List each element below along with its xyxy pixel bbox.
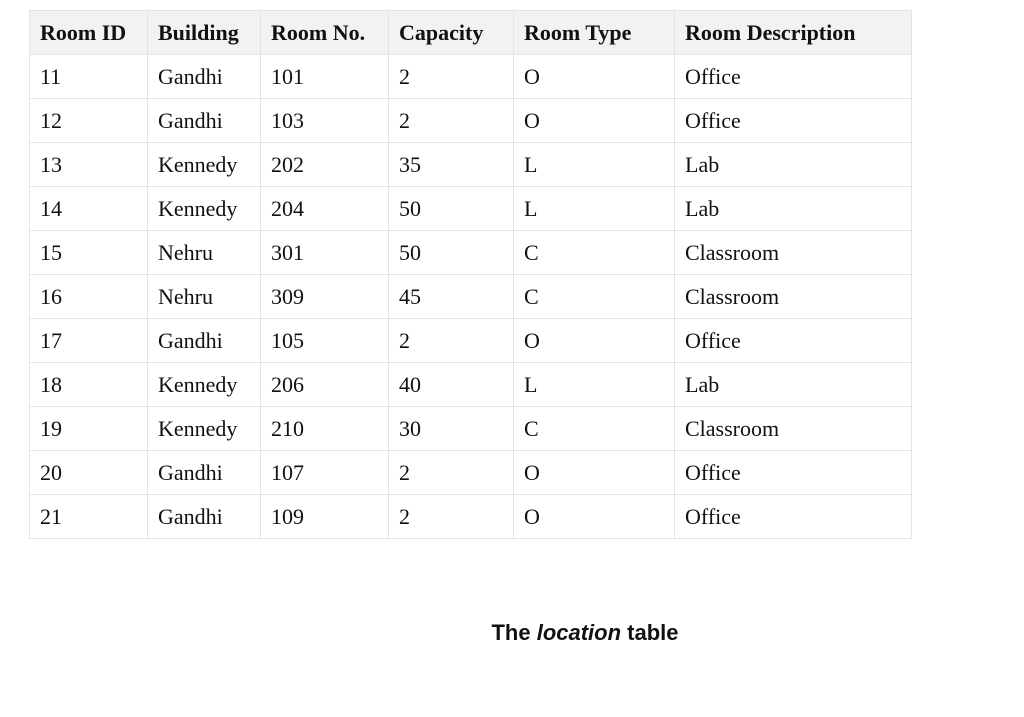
table-cell: Lab — [675, 363, 912, 407]
table-cell: L — [514, 363, 675, 407]
table-cell: 16 — [30, 275, 148, 319]
table-cell: 210 — [261, 407, 389, 451]
table-cell: C — [514, 231, 675, 275]
table-cell: 2 — [389, 495, 514, 539]
table-cell: Gandhi — [148, 319, 261, 363]
table-cell: Office — [675, 99, 912, 143]
table-cell: Kennedy — [148, 143, 261, 187]
table-cell: O — [514, 99, 675, 143]
table-row — [30, 143, 912, 187]
table-cell: 50 — [389, 231, 514, 275]
table-row — [30, 451, 912, 495]
header-row — [30, 11, 912, 55]
table-cell: Classroom — [675, 275, 912, 319]
table-cell: 12 — [30, 99, 148, 143]
caption-prefix: The — [491, 620, 537, 645]
table-row — [30, 363, 912, 407]
table-cell: 2 — [389, 319, 514, 363]
table-cell: 15 — [30, 231, 148, 275]
table-cell: 103 — [261, 99, 389, 143]
table-cell: 30 — [389, 407, 514, 451]
table-cell: 109 — [261, 495, 389, 539]
caption-emphasis: location — [536, 620, 622, 645]
table-row — [30, 99, 912, 143]
table-row — [30, 187, 912, 231]
table-cell: O — [514, 495, 675, 539]
table-cell: 204 — [261, 187, 389, 231]
table-cell: O — [514, 451, 675, 495]
table-cell: 301 — [261, 231, 389, 275]
table-row — [30, 55, 912, 99]
table-cell: 20 — [30, 451, 148, 495]
table-cell: 14 — [30, 187, 148, 231]
table-row — [30, 495, 912, 539]
table-cell: Classroom — [675, 231, 912, 275]
table-cell: 309 — [261, 275, 389, 319]
table-cell: 21 — [30, 495, 148, 539]
column-header: Room Description — [675, 11, 912, 55]
table-cell: 50 — [389, 187, 514, 231]
table-cell: Nehru — [148, 275, 261, 319]
table-cell: O — [514, 55, 675, 99]
table-cell: Gandhi — [148, 495, 261, 539]
table-cell: 2 — [389, 55, 514, 99]
table-cell: 101 — [261, 55, 389, 99]
column-header: Room Type — [514, 11, 675, 55]
table-cell: Nehru — [148, 231, 261, 275]
table-cell: Lab — [675, 143, 912, 187]
table-row — [30, 407, 912, 451]
table-cell: L — [514, 143, 675, 187]
table-header — [30, 11, 912, 55]
table-caption — [0, 620, 1024, 646]
caption-suffix: table — [621, 620, 679, 645]
table-cell: Office — [675, 319, 912, 363]
table-cell: C — [514, 275, 675, 319]
table-cell: Kennedy — [148, 363, 261, 407]
column-header: Building — [148, 11, 261, 55]
table-cell: L — [514, 187, 675, 231]
table-cell: 13 — [30, 143, 148, 187]
table-cell: C — [514, 407, 675, 451]
table-cell: O — [514, 319, 675, 363]
table-cell: 2 — [389, 99, 514, 143]
table-cell: 19 — [30, 407, 148, 451]
table-cell: 107 — [261, 451, 389, 495]
table-cell: 11 — [30, 55, 148, 99]
table-cell: Classroom — [675, 407, 912, 451]
table-row — [30, 275, 912, 319]
table-cell: Gandhi — [148, 55, 261, 99]
column-header: Room ID — [30, 11, 148, 55]
table-cell: 45 — [389, 275, 514, 319]
table-cell: Kennedy — [148, 187, 261, 231]
table-body — [30, 55, 912, 539]
table-cell: 105 — [261, 319, 389, 363]
table-cell: 40 — [389, 363, 514, 407]
table-cell: Office — [675, 495, 912, 539]
table-cell: 18 — [30, 363, 148, 407]
table-cell: 2 — [389, 451, 514, 495]
table-cell: 202 — [261, 143, 389, 187]
table-cell: 17 — [30, 319, 148, 363]
table-cell: Gandhi — [148, 451, 261, 495]
table-row — [30, 319, 912, 363]
column-header: Capacity — [389, 11, 514, 55]
table-cell: Gandhi — [148, 99, 261, 143]
table-cell: Lab — [675, 187, 912, 231]
column-header: Room No. — [261, 11, 389, 55]
table-cell: 35 — [389, 143, 514, 187]
location-table — [29, 10, 912, 539]
table-cell: Office — [675, 55, 912, 99]
table-cell: Office — [675, 451, 912, 495]
table-cell: Kennedy — [148, 407, 261, 451]
location-table-container — [29, 10, 912, 539]
table-cell: 206 — [261, 363, 389, 407]
table-row — [30, 231, 912, 275]
